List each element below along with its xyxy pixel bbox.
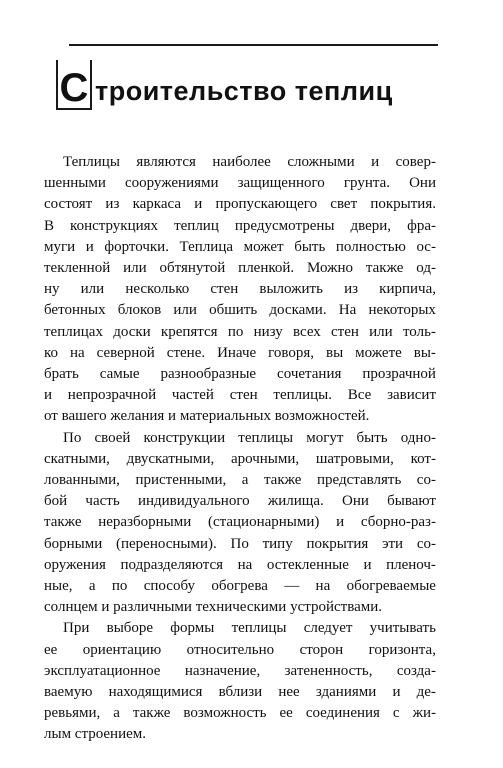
text-line: брать самые разнообразные сочетания прозрачной [44, 366, 436, 383]
text-line: лым строением. [44, 726, 146, 743]
paragraph [44, 618, 436, 745]
text-line: По своей конструкции теплицы могут быть одно- [63, 429, 436, 446]
text-line: бой часть индивидуального жилища. Они бывают [44, 493, 436, 510]
page-title [56, 44, 393, 110]
paragraph [44, 428, 436, 619]
text-line: теплицах доски крепятся по низу всех стен или толь- [44, 323, 436, 340]
text-line: борными (переносными). По типу покрытия эти со- [44, 535, 436, 552]
text-line: лованными, пристенными, а также представлять со- [44, 472, 436, 489]
text-line: также неразборными (стационарными) и сборно-раз- [44, 514, 436, 531]
text-line: оружения подразделяются на остекленные и пленоч- [44, 556, 436, 573]
text-line: бетонных блоков или обшить досками. На некоторых [44, 302, 436, 319]
text-line: ревьями, а также возможность ее соединения с жи- [44, 705, 436, 722]
text-line: ее ориентацию относительно сторон горизонта, [44, 641, 436, 658]
text-line: солнцем и различными техническими устройствами. [44, 599, 383, 616]
text-line: В конструкциях теплиц предусмотрены двери, фра- [44, 217, 436, 234]
text-line: состоят из каркаса и пропускающего свет покрытия. [44, 196, 436, 213]
text-line: шенными сооружениями защищенного грунта. Они [44, 175, 436, 192]
text-line: При выборе формы теплицы следует учитывать [63, 620, 436, 637]
text-line: ваемую находящимися вблизи нее зданиями и де- [44, 684, 436, 701]
text-line: Теплицы являются наиболее сложными и совер- [63, 154, 436, 170]
text-line: ну или несколько стен выложить из кирпича, [44, 281, 436, 298]
body-text [44, 152, 436, 746]
paragraph [44, 152, 436, 428]
text-line: и непрозрачной частей стен теплицы. Все зависит [44, 387, 436, 404]
text-line: ко на северной стене. Иначе говоря, вы можете вы- [44, 344, 436, 361]
text-line: от вашего желания и материальных возможностей. [44, 408, 370, 425]
text-line: ные, а по способу обогрева — на обогреваемые [44, 578, 436, 595]
title-text: троительство теплиц [95, 76, 393, 106]
text-line: скатными, двускатными, арочными, шатровыми, кот- [44, 450, 436, 467]
dropcap-frame [56, 60, 92, 110]
text-line: текленной или обтянутой пленкой. Можно также од- [44, 260, 436, 277]
text-line: эксплуатационное назначение, затененность, созда- [44, 662, 436, 679]
text-line: муги и форточки. Теплица может быть полностью ос- [44, 238, 436, 255]
title-dropcap: С [59, 66, 89, 110]
